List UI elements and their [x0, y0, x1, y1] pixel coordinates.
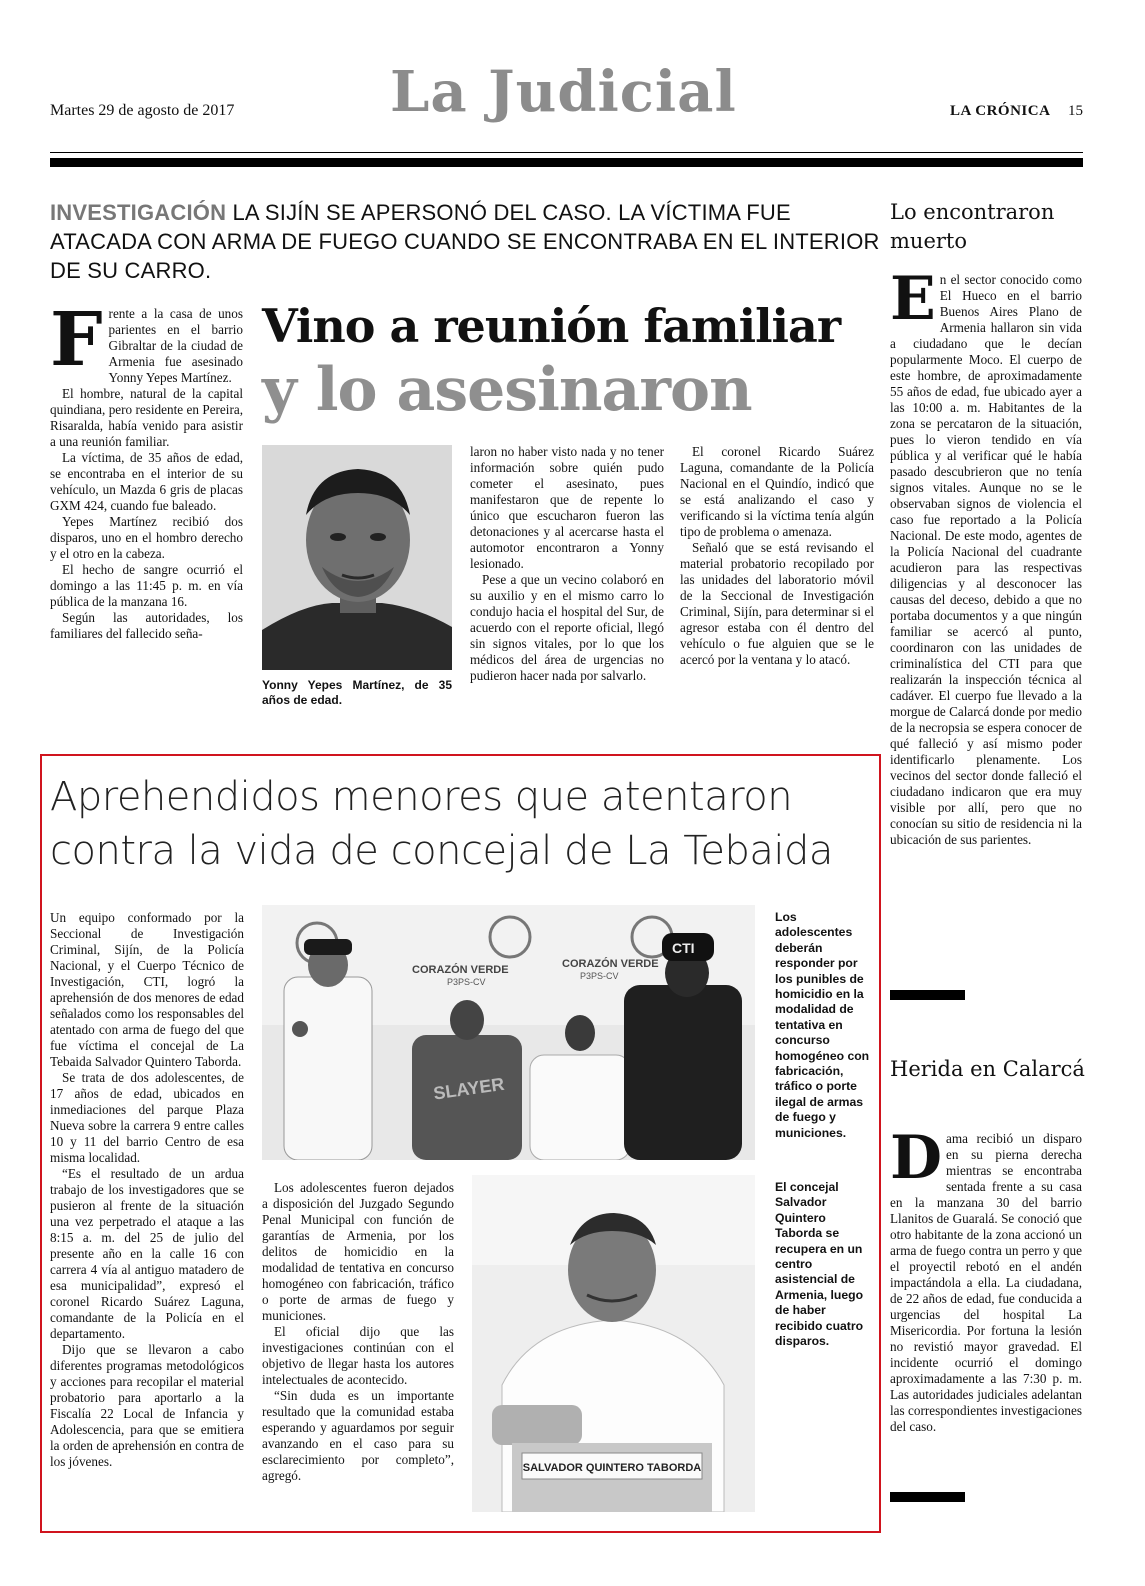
- header-thin-rule: [50, 152, 1083, 153]
- victim-photo-caption: Yonny Yepes Martínez, de 35 años de edad.: [262, 678, 452, 707]
- councilman-photo: [472, 1175, 755, 1512]
- drop-cap: F: [50, 297, 103, 383]
- issue-date: Martes 29 de agosto de 2017: [50, 102, 235, 119]
- paragraph: Según las autoridades, los familiares del fallecido seña-: [50, 610, 243, 641]
- story1-column-3: [470, 444, 664, 684]
- paragraph: rente a la casa de unos parientes en el barrio Gibraltar de la ciudad de Armenia fue asesinado Yonny Yepes Martínez.: [108, 306, 243, 385]
- story2-headline: Aprehendidos menores que atentaron contra la vida de concejal de La Tebaida: [50, 774, 833, 874]
- arrest-scene-image: [262, 905, 755, 1160]
- paragraph: n el sector conocido como El Hueco en el barrio Buenos Aires Plano de Armenia hallaron sin vida a ciudadano que le decían popularmente Moco. El cuerpo de este hombre, de aproximadamente 55 años de edad, fue ubicado ayer a las 10:00 a. m. Habitantes de la zona se percataron de la situación, pues lo vieron tendido en vía pública y al verificar qué le había pasado descubrieron que no tenía signos vitales. Aunque no se le observaban signos de violencia el caso fue reportado a la Policía Nacional. De este modo, agentes de la Policía Nacional del cuadrante acudieron para las respectivas diligencias y al desconocer las causas del deceso, debido a que no portaba documentos y a que ningún familiar se acercó al punto, coordinaron con las unidades de criminalística del CTI para que realizarán la inspección técnica al cadáver. El cuerpo fue llevado a la morgue de Calarcá donde por medio de la necropsia se espera conocer de qué falleció y así mismo poder identificarlo plenamente. Los vecinos del sector donde falleció el ciudadano indicaron que era muy visible por allí, pero que no conocían su sitio de residencia ni la ubicación de sus parientes.: [890, 272, 1083, 847]
- sidebar2-end-bar: [890, 1492, 965, 1502]
- backdrop-sub: P3PS-CV: [447, 977, 486, 987]
- paragraph: Pese a que un vecino colaboró en su auxilio y en el mismo carro lo condujo hacia el hospital del Sur, de acuerdo con el reporte oficial, llegó sin signos vitales, por lo que los médicos del área de urgencias no pudieron hacer nada por salvarlo.: [470, 572, 664, 683]
- backdrop-label: CORAZÓN VERDE: [412, 964, 509, 976]
- kicker-keyword: INVESTIGACIÓN: [50, 200, 227, 225]
- paragraph: El hecho de sangre ocurrió el domingo a las 11:45 p. m. en vía pública de la manzana 16.: [50, 562, 243, 609]
- sidebar1-title: Lo encontraron muerto: [890, 200, 1055, 253]
- story1-column-1: [50, 297, 243, 642]
- paragraph: Dijo que se llevaron a cabo diferentes programas metodológicos y acciones para recopilar el material probatorio para aportarlo a la Fiscalía 22 Local de Infancia y Adolescencia, para que se emitiera la orden de aprehensión en contra de los jóvenes.: [50, 1342, 244, 1469]
- newspaper-name: LA CRÓNICA: [950, 103, 1051, 119]
- sidebar2-title: Herida en Calarcá: [890, 1057, 1085, 1081]
- paragraph: Señaló que se está revisando el material probatorio recopilado por las unidades del laboratorio móvil de la Seccional de Investigación Criminal, Sijín, para determinar si el agresor estaba con él dentro del vehículo o fue alguien que se le acercó por la ventana y lo atacó.: [680, 540, 874, 667]
- sidebar1-text: [890, 264, 1083, 848]
- paragraph: ama recibió un disparo en su pierna derecha mientras se encontraba sentada frente a su casa en la manzana 30 del barrio Llanitos de Guaralá. Se conoció que otro habitante de la zona accionó un arma de fuego contra un perro y que el proyectil rebotó en el andén impactándola a ella. La ciudadana, de 22 años de edad, fue conducida a urgencias del hospital La Misericordia. Por fortuna la lesión no revistió mayor gravedad. El incidente ocurrió el domingo aproximadamente a las 7:30 p. m. Las autoridades judiciales adelantan las correspondientes investigaciones del caso.: [890, 1131, 1082, 1434]
- paragraph: El hombre, natural de la capital quindiana, pero residente en Pereira, Risaralda, había venido para asistir a una reunión familiar.: [50, 386, 243, 449]
- kicker-text: LA SIJÍN SE APERSONÓ DEL CASO. LA VÍCTIMA FUE ATACADA CON ARMA DE FUEGO CUANDO SE ENCONTRABA EN EL INTERIOR DE SU CARRO.: [50, 200, 880, 283]
- councilman-photo-caption: El concejal Salvador Quintero Taborda se recupera en un centro asistencial de Armenia, luego de haber recibido cuatro disparos.: [775, 1180, 864, 1349]
- shirt-text: SLAYER: [432, 1073, 506, 1104]
- paragraph: El oficial dijo que las investigaciones continúan con el objetivo de llegar hasta los autores intelectuales de acontecido.: [262, 1324, 454, 1387]
- paragraph: “Es el resultado de un ardua trabajo de los investigadores que se pusieron al frente de la situación una vez perpetrado el ataque a las 8:15 a. m. del 25 de julio del presente año en la calle 16 con carrera 4 vía al antiguo matadero de esa municipalidad”, expresó el coronel Ricardo Suárez Laguna, comandante de la Policía en el departamento.: [50, 1166, 244, 1341]
- arrest-photo-caption: Los adolescentes deberán responder por los punibles de homicidio en la modalidad de tentativa en concurso homogéneo con fabricación, tráfico o porte ilegal de armas de fuego y municiones.: [775, 910, 870, 1140]
- paragraph: Yepes Martínez recibió dos disparos, uno en el hombro derecho y el otro en la cabeza.: [50, 514, 243, 561]
- paragraph: La víctima, de 35 años de edad, se encontraba en el interior de su vehículo, un Mazda 6 gris de placas GXM 424, cuando fue baleado.: [50, 450, 243, 513]
- photo-nameplate: SALVADOR QUINTERO TABORDA: [522, 1462, 702, 1474]
- story2-column-1: [50, 910, 244, 1470]
- victim-photo: [262, 445, 452, 670]
- drop-cap: D: [890, 1123, 943, 1193]
- story1-headline-line1: Vino a reunión familiar: [262, 299, 841, 353]
- arrest-photo: [262, 905, 755, 1160]
- story1-kicker: [50, 198, 880, 285]
- paragraph: Un equipo conformado por la Seccional de Investigación Criminal, Sijín, de la Policía Nacional, y el Cuerpo Técnico de Investigación, CTI, logró la aprehensión de dos menores de edad señalados como los responsables del atentado con arma de fuego del que fue víctima el concejal de La Tebaida Salvador Quintero Taborda.: [50, 910, 244, 1069]
- story2-column-2: [262, 1180, 454, 1484]
- backdrop-label: CORAZÓN VERDE: [562, 958, 659, 970]
- backdrop-sub: P3PS-CV: [580, 971, 619, 981]
- paragraph: Se trata de dos adolescentes, de 17 años de edad, ubicados en inmediaciones del parque Plaza Nueva sobre la carrera 9 entre calles 10 y 11 del barrio Centro de esa misma localidad.: [50, 1070, 244, 1165]
- story1-column-4: [680, 444, 874, 668]
- header-thick-rule: [50, 158, 1083, 167]
- paragraph: Los adolescentes fueron dejados a disposición del Juzgado Segundo Penal Municipal con función de garantías de Armenia, por los delitos de homicidio en la modalidad de tentativa en concurso homogéneo con fabricación, tráfico o porte de armas de fuego y municiones.: [262, 1180, 454, 1323]
- paragraph: El coronel Ricardo Suárez Laguna, comandante de la Policía Nacional en el Quindío, indicó que se está analizando el caso y verificando si la víctima tenía algún tipo de problema o amenaza.: [680, 444, 874, 539]
- victim-portrait-image: [262, 445, 452, 670]
- page-number: 15: [1068, 103, 1083, 119]
- paragraph: laron no haber visto nada y no tener información sobre quién pudo cometer el asesinato, pues manifestaron que de repente lo único que escucharon fueron las detonaciones y al acercarse hasta el automotor encontraron a Yonny lesionado.: [470, 444, 664, 571]
- sidebar2-text: [890, 1123, 1082, 1435]
- story1-headline-line2: y lo asesinaron: [262, 355, 752, 425]
- section-title: La Judicial: [390, 59, 737, 125]
- vest-label: CTI: [672, 940, 695, 956]
- sidebar1-end-bar: [890, 990, 965, 1000]
- councilman-image: [472, 1175, 755, 1512]
- drop-cap: E: [890, 264, 936, 334]
- paragraph: “Sin duda es un importante resultado que la comunidad estaba esperando y aguardamos por seguir avanzando en el caso para su esclarecimiento por completo”, agregó.: [262, 1388, 454, 1483]
